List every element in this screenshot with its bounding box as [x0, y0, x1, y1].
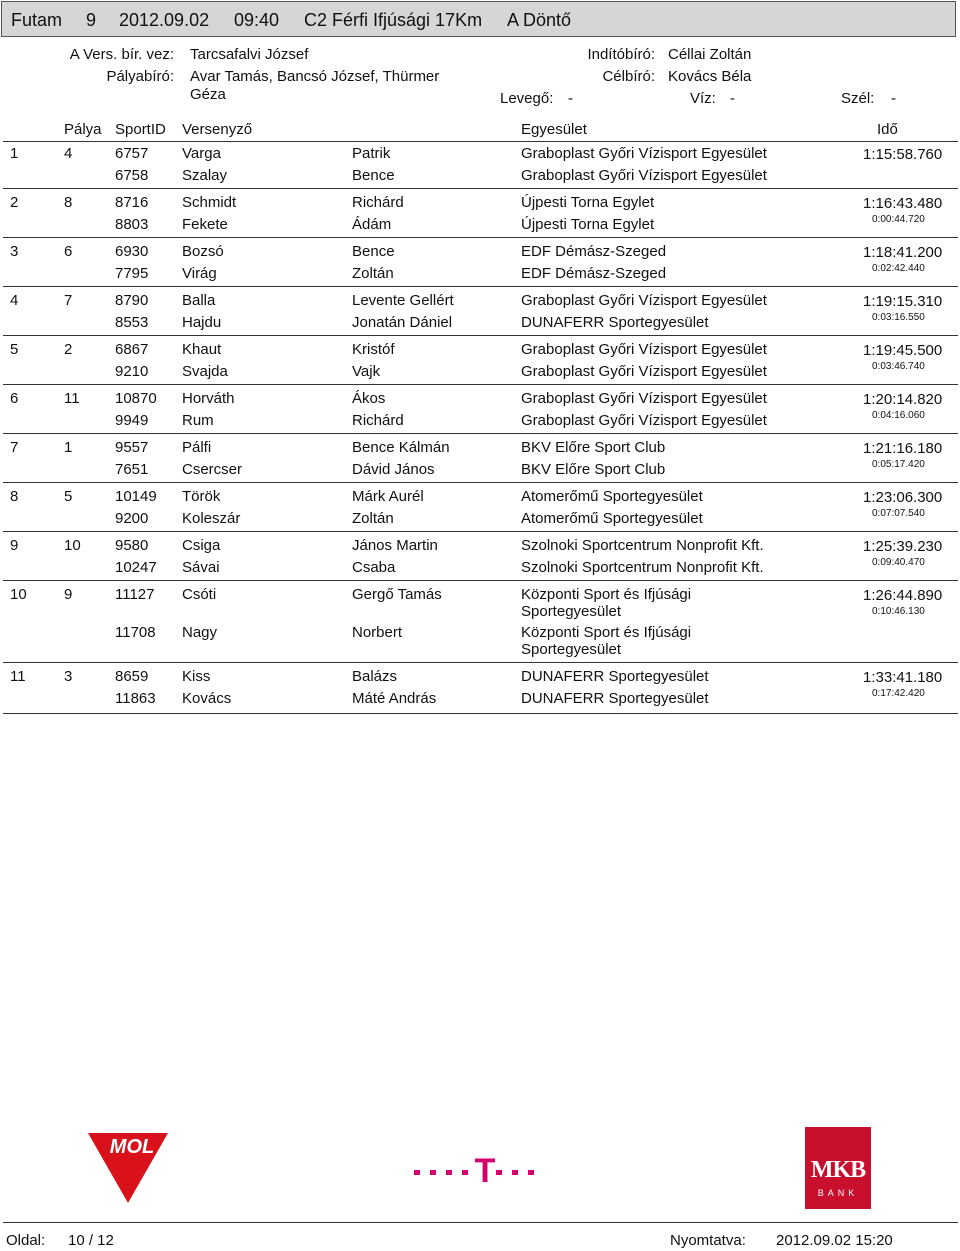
last-name: Horváth	[182, 390, 235, 407]
time-behind: 0:03:46.740	[872, 361, 925, 372]
sport-id: 11863	[115, 690, 156, 707]
first-name: Norbert	[352, 624, 403, 641]
first-name: Vajk	[352, 363, 381, 380]
szel-label: Szél:	[841, 90, 875, 107]
club: Graboplast Győri Vízisport Egyesület	[521, 412, 767, 429]
club: Szolnoki Sportcentrum Nonprofit Kft.	[521, 537, 764, 554]
first-name: Richárd	[352, 412, 404, 429]
first-name: Kristóf	[352, 341, 395, 358]
first-name: Levente Gellért	[352, 292, 454, 309]
lane: 9	[64, 586, 73, 603]
finish-time: 1:23:06.300	[863, 489, 943, 506]
mkb-sub: BANK	[817, 1188, 859, 1198]
last-name: Csiga	[182, 537, 221, 554]
club: Újpesti Torna Egylet	[521, 194, 655, 211]
first-name: Márk Aurél	[352, 488, 424, 505]
col-sportid: SportID	[115, 121, 166, 138]
lane: 11	[64, 390, 80, 407]
row-separator	[3, 713, 958, 714]
first-name: Richárd	[352, 194, 404, 211]
page-value: 10 / 12	[68, 1232, 114, 1249]
place: 10	[10, 586, 27, 603]
time-behind: 0:05:17.420	[872, 459, 925, 470]
club: EDF Démász-Szeged	[521, 265, 667, 282]
club: Központi Sport és Ifjúsági Sportegyesület	[521, 624, 692, 658]
last-name: Virág	[182, 265, 217, 282]
last-name: Schmidt	[182, 194, 237, 211]
row-separator	[3, 335, 958, 336]
lane: 7	[64, 292, 73, 309]
sport-id: 8803	[115, 216, 149, 233]
place: 8	[10, 488, 19, 505]
time-behind: 0:09:40.470	[872, 557, 925, 568]
time-behind: 0:03:16.550	[872, 312, 925, 323]
indito-label: Indítóbíró:	[587, 46, 655, 63]
place: 3	[10, 243, 19, 260]
last-name: Svajda	[182, 363, 228, 380]
levego-label: Levegő:	[500, 90, 554, 107]
viz-label: Víz:	[690, 90, 716, 107]
lane: 8	[64, 194, 73, 211]
place: 4	[10, 292, 19, 309]
finish-time: 1:33:41.180	[863, 669, 943, 686]
sport-id: 9949	[115, 412, 149, 429]
first-name: Ákos	[352, 390, 386, 407]
club: Atomerőmű Sportegyesület	[521, 510, 703, 527]
finish-time: 1:26:44.890	[863, 587, 943, 604]
col-versenyzo: Versenyző	[182, 121, 253, 138]
first-name: Bence	[352, 167, 395, 184]
place: 7	[10, 439, 19, 456]
race-date: 2012.09.02	[119, 10, 210, 30]
finish-time: 1:25:39.230	[863, 538, 943, 555]
time-behind: 0:04:16.060	[872, 410, 925, 421]
first-name: Dávid János	[352, 461, 435, 478]
finish-time: 1:19:15.310	[863, 293, 943, 310]
first-name: Máté András	[352, 690, 437, 707]
club: Újpesti Torna Egylet	[521, 216, 655, 233]
last-name: Kovács	[182, 690, 232, 707]
sponsor-telekom-logo	[412, 1152, 552, 1186]
lane: 2	[64, 341, 73, 358]
col-palya: Pálya	[64, 121, 102, 138]
time-behind: 0:10:46.130	[872, 606, 925, 617]
last-name: Szalay	[182, 167, 228, 184]
sponsor-mkb-logo	[805, 1127, 871, 1209]
first-name: Ádám	[352, 216, 392, 233]
sport-id: 11127	[115, 586, 155, 603]
lane: 4	[64, 145, 73, 162]
last-name: Csercser	[182, 461, 243, 478]
row-separator	[3, 531, 958, 532]
sport-id: 6867	[115, 341, 149, 358]
sport-id: 6757	[115, 145, 149, 162]
club: DUNAFERR Sportegyesület	[521, 314, 709, 331]
printed-label: Nyomtatva:	[670, 1232, 746, 1249]
place: 9	[10, 537, 19, 554]
lane: 5	[64, 488, 73, 505]
header-rule	[3, 141, 958, 142]
row-separator	[3, 286, 958, 287]
last-name: Bozsó	[182, 243, 224, 260]
place: 1	[10, 145, 19, 162]
club: Graboplast Győri Vízisport Egyesület	[521, 167, 767, 184]
final-label: A Döntő	[507, 10, 572, 30]
sport-id: 9210	[115, 363, 149, 380]
club: Graboplast Győri Vízisport Egyesület	[521, 145, 767, 162]
vers-value: Tarcsafalvi József	[190, 46, 309, 63]
place: 5	[10, 341, 19, 358]
lane: 1	[64, 439, 73, 456]
finish-time: 1:20:14.820	[863, 391, 943, 408]
sport-id: 10149	[115, 488, 157, 505]
last-name: Hajdu	[182, 314, 222, 331]
futam-number: 9	[86, 10, 97, 30]
vers-label: A Vers. bír. vez:	[69, 46, 174, 63]
sport-id: 11708	[115, 624, 156, 641]
lane: 3	[64, 668, 73, 685]
first-name: Gergő Tamás	[352, 586, 442, 603]
finish-time: 1:15:58.760	[863, 146, 943, 163]
cel-label: Célbíró:	[602, 68, 655, 85]
sport-id: 8659	[115, 668, 149, 685]
row-separator	[3, 237, 958, 238]
first-name: Csaba	[352, 559, 396, 576]
sport-id: 6758	[115, 167, 149, 184]
futam-label: Futam	[11, 10, 63, 30]
club: Graboplast Győri Vízisport Egyesület	[521, 363, 767, 380]
finish-time: 1:19:45.500	[863, 342, 943, 359]
first-name: Zoltán	[352, 510, 394, 527]
mkb-text: MKB	[810, 1157, 866, 1183]
finish-time: 1:21:16.180	[863, 440, 943, 457]
last-name: Kiss	[182, 668, 211, 685]
row-separator	[3, 433, 958, 434]
finish-time: 1:18:41.200	[863, 244, 943, 261]
club: Graboplast Győri Vízisport Egyesület	[521, 390, 767, 407]
title-bar	[1, 1, 956, 37]
lane: 10	[64, 537, 81, 554]
viz-value: -	[730, 90, 735, 107]
mol-text: MOL	[109, 1136, 155, 1158]
indito-value: Céllai Zoltán	[668, 46, 752, 63]
first-name: János Martin	[352, 537, 438, 554]
row-separator	[3, 662, 958, 663]
last-name: Rum	[182, 412, 214, 429]
last-name: Török	[182, 488, 221, 505]
race-time: 09:40	[234, 10, 280, 30]
time-behind: 0:02:42.440	[872, 263, 925, 274]
time-behind: 0:17:42.420	[872, 688, 925, 699]
row-separator	[3, 188, 958, 189]
sport-id: 9580	[115, 537, 149, 554]
club: EDF Démász-Szeged	[521, 243, 667, 260]
first-name: Bence	[352, 243, 395, 260]
first-name: Zoltán	[352, 265, 394, 282]
col-ido: Idő	[877, 121, 898, 138]
last-name: Csóti	[182, 586, 217, 603]
sport-id: 7795	[115, 265, 149, 282]
last-name: Fekete	[182, 216, 228, 233]
time-behind: 0:00:44.720	[872, 214, 925, 225]
club: Graboplast Győri Vízisport Egyesület	[521, 341, 767, 358]
footer-rule	[3, 1222, 958, 1223]
club: BKV Előre Sport Club	[521, 439, 666, 456]
palya-value: Avar Tamás, Bancsó József, Thürmer Géza	[190, 68, 440, 103]
printed-value: 2012.09.02 15:20	[776, 1232, 893, 1249]
sport-id: 7651	[115, 461, 149, 478]
sport-id: 10870	[115, 390, 157, 407]
place: 2	[10, 194, 19, 211]
sport-id: 9557	[115, 439, 149, 456]
sport-id: 8553	[115, 314, 149, 331]
sport-id: 10247	[115, 559, 157, 576]
place: 11	[10, 668, 26, 685]
last-name: Balla	[182, 292, 216, 309]
time-behind: 0:07:07.540	[872, 508, 925, 519]
event-name: C2 Férfi Ifjúsági 17Km	[304, 10, 483, 30]
szel-value: -	[891, 90, 896, 107]
page-label: Oldal:	[6, 1232, 46, 1249]
last-name: Pálfi	[182, 439, 212, 456]
first-name: Balázs	[352, 668, 398, 685]
lane: 6	[64, 243, 73, 260]
sport-id: 6930	[115, 243, 149, 260]
finish-time: 1:16:43.480	[863, 195, 943, 212]
telekom-t: T	[474, 1152, 496, 1186]
place: 6	[10, 390, 19, 407]
club: DUNAFERR Sportegyesület	[521, 668, 709, 685]
club: Atomerőmű Sportegyesület	[521, 488, 703, 505]
last-name: Khaut	[182, 341, 222, 358]
club: BKV Előre Sport Club	[521, 461, 666, 478]
sport-id: 8790	[115, 292, 149, 309]
row-separator	[3, 580, 958, 581]
palya-label: Pályabíró:	[106, 68, 174, 85]
first-name: Patrik	[352, 145, 391, 162]
club: DUNAFERR Sportegyesület	[521, 690, 709, 707]
last-name: Nagy	[182, 624, 218, 641]
col-egyesulet: Egyesület	[521, 121, 587, 138]
levego-value: -	[568, 90, 573, 107]
last-name: Sávai	[182, 559, 220, 576]
last-name: Koleszár	[182, 510, 241, 527]
first-name: Bence Kálmán	[352, 439, 450, 456]
cel-value: Kovács Béla	[668, 68, 752, 85]
club: Graboplast Győri Vízisport Egyesület	[521, 292, 767, 309]
row-separator	[3, 482, 958, 483]
sport-id: 8716	[115, 194, 149, 211]
first-name: Jonatán Dániel	[352, 314, 453, 331]
sponsor-mol-logo	[88, 1133, 168, 1203]
last-name: Varga	[182, 145, 221, 162]
row-separator	[3, 384, 958, 385]
club: Szolnoki Sportcentrum Nonprofit Kft.	[521, 559, 764, 576]
club: Központi Sport és Ifjúsági Sportegyesület	[521, 586, 692, 620]
sport-id: 9200	[115, 510, 149, 527]
